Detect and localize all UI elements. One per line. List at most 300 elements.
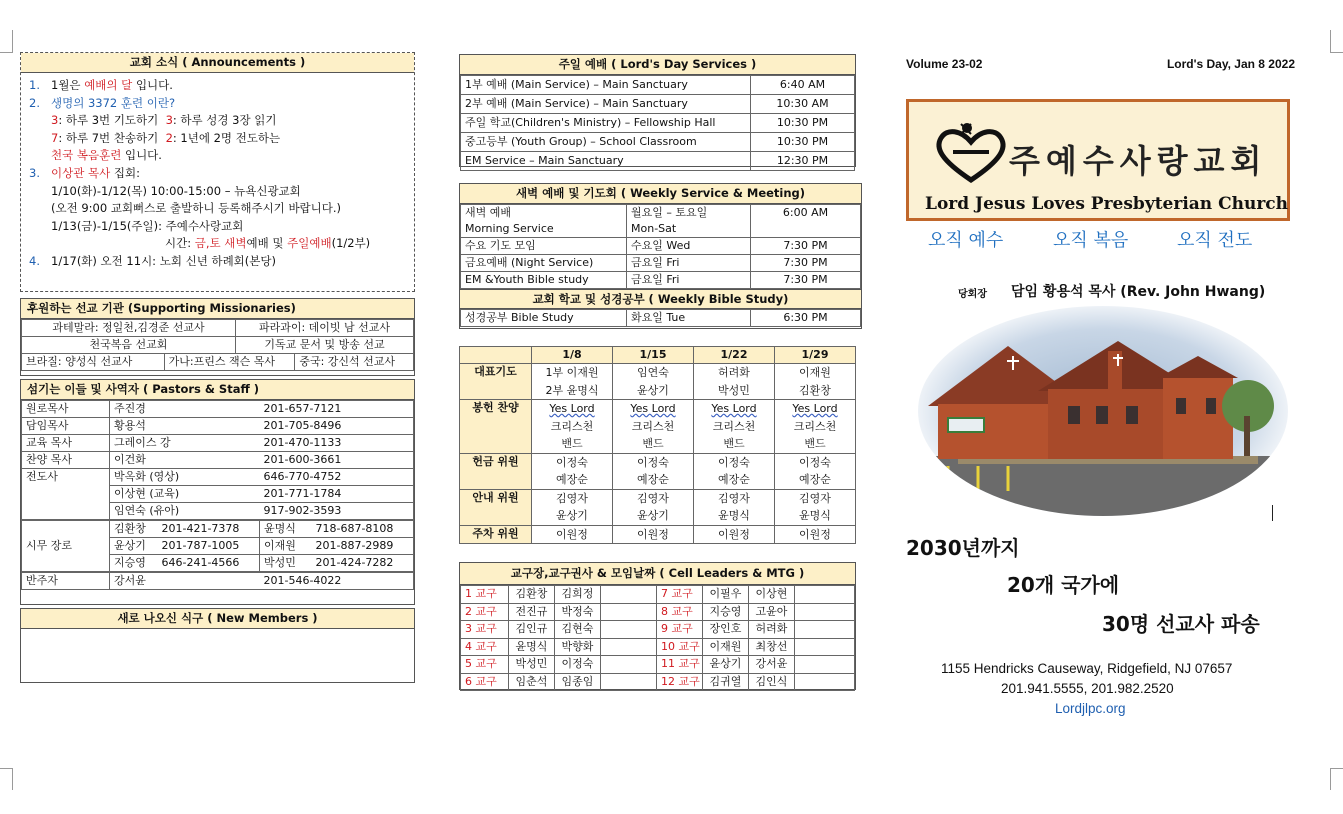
weekly-cell: 수요일 Wed bbox=[627, 238, 751, 255]
weekly-table bbox=[460, 204, 861, 289]
cell-leader-cell: 9 교구 bbox=[657, 621, 703, 639]
pastors-title: 섬기는 이들 및 사역자 ( Pastors & Staff ) bbox=[21, 380, 414, 400]
duty-name: 이원정 bbox=[799, 527, 831, 541]
duty-label: 안내 위원 bbox=[460, 489, 532, 525]
announcement-line bbox=[29, 200, 406, 218]
name-cell: 이건화 bbox=[110, 452, 260, 469]
pastor-name: 담임 황용석 목사 (Rev. John Hwang) bbox=[1011, 284, 1266, 300]
announcements-box bbox=[20, 52, 415, 292]
missionary-cell: 파라과이: 데이빗 남 선교사 bbox=[236, 320, 414, 337]
announcement-text: 주일예배 bbox=[287, 236, 332, 251]
announcement-text: 예배 및 bbox=[246, 236, 288, 251]
duty-name: 예장순 bbox=[799, 473, 831, 486]
missionaries-box bbox=[20, 298, 415, 376]
duty-name: 밴드 bbox=[561, 437, 583, 450]
motto-3: 오직 전도 bbox=[1177, 230, 1253, 251]
table-row bbox=[460, 489, 856, 525]
announcement-line bbox=[29, 95, 406, 113]
duty-name: Yes Lord bbox=[792, 402, 838, 415]
duty-name: 김환창 bbox=[799, 383, 831, 397]
duty-date: 1/8 bbox=[532, 347, 613, 364]
missionary-cell: 브라질: 양성식 선교사 bbox=[22, 354, 165, 371]
time-cell: 10:30 AM bbox=[751, 95, 855, 114]
time-cell: 10:30 PM bbox=[751, 114, 855, 133]
announcement-line bbox=[29, 165, 406, 183]
cell-leader-cell: 박성민 bbox=[509, 656, 555, 674]
duty-name: 이원정 bbox=[556, 527, 588, 541]
duty-cell bbox=[613, 364, 694, 400]
cell-leader-cell bbox=[601, 673, 657, 691]
weekly-cell: 금요예배 (Night Service) bbox=[461, 255, 627, 272]
table-row bbox=[461, 238, 861, 255]
duty-label: 봉헌 찬양 bbox=[460, 400, 532, 454]
weekly-cell: 새벽 예배 bbox=[461, 205, 627, 222]
announcement-text: 집회: bbox=[110, 165, 140, 180]
cell-leader-cell bbox=[795, 603, 855, 621]
duty-name: 윤상기 bbox=[637, 383, 669, 397]
elder-cell: 201-421-7378 bbox=[158, 521, 260, 538]
elder-cell: 201-424-7282 bbox=[312, 555, 414, 572]
elder-cell: 김환창 bbox=[110, 521, 158, 538]
duty-name: 이정숙 bbox=[556, 455, 588, 469]
duty-box bbox=[459, 346, 856, 549]
duty-name: 밴드 bbox=[642, 437, 664, 450]
duty-date: 1/22 bbox=[694, 347, 775, 364]
announcement-text: 1/10(화)-1/12(목) 10:00-15:00 – 뉴욕신광교회 bbox=[51, 183, 301, 198]
table-row bbox=[460, 525, 856, 544]
cell-leader-cell bbox=[601, 656, 657, 674]
cell-leader-cell: 이필우 bbox=[703, 586, 749, 604]
weekly-cell: Mon-Sat bbox=[627, 221, 751, 238]
missionary-cell: 천국복음 선교회 bbox=[22, 337, 236, 354]
cell-leader-cell: 윤상기 bbox=[703, 656, 749, 674]
table-row bbox=[22, 418, 414, 435]
cell-leader-cell bbox=[601, 621, 657, 639]
announcement-line bbox=[29, 77, 406, 95]
announcement-text: : 하루 7번 찬송하기 bbox=[58, 130, 166, 145]
cell-leader-cell bbox=[795, 656, 855, 674]
lords-day-table bbox=[460, 75, 855, 171]
cell-leader-cell: 최창선 bbox=[749, 638, 795, 656]
duty-name: 윤상기 bbox=[637, 509, 669, 522]
cell-leader-cell: 임종임 bbox=[555, 673, 601, 691]
cell-leader-cell: 1 교구 bbox=[461, 586, 509, 604]
announcement-line bbox=[29, 130, 406, 148]
church-address: 1155 Hendricks Causeway, Ridgefield, NJ 07657 bbox=[941, 661, 1233, 676]
duty-name: 이정숙 bbox=[718, 455, 750, 469]
table-row bbox=[22, 401, 414, 418]
duty-cell bbox=[532, 489, 613, 525]
missionary-cell: 과테말라: 정일천,김경준 선교사 bbox=[22, 320, 236, 337]
phone-cell: 201-470-1133 bbox=[260, 435, 414, 452]
name-cell: 임연숙 (유아) bbox=[110, 503, 260, 520]
name-cell: 이상현 (교육) bbox=[110, 486, 260, 503]
table-row bbox=[461, 656, 855, 674]
logo-korean-name: 주예수사랑교회 bbox=[1009, 142, 1268, 180]
table-row bbox=[22, 469, 414, 486]
phone-cell: 201-657-7121 bbox=[260, 401, 414, 418]
cell-leader-cell: 박향화 bbox=[555, 638, 601, 656]
pastors-table bbox=[21, 400, 414, 520]
elder-cell: 201-887-2989 bbox=[312, 538, 414, 555]
bible-study-table bbox=[460, 309, 861, 327]
missionary-cell: 기독교 문서 및 방송 선교 bbox=[236, 337, 414, 354]
duty-cell bbox=[694, 364, 775, 400]
cell-leader-cell: 임춘석 bbox=[509, 673, 555, 691]
elder-cell: 646-241-4566 bbox=[158, 555, 260, 572]
bible-study-title: 교회 학교 및 성경공부 ( Weekly Bible Study) bbox=[460, 289, 861, 309]
service-cell: 주일 학교(Children's Ministry) – Fellowship Hall bbox=[461, 114, 751, 133]
missionary-cell: 가나:프린스 잭슨 목사 bbox=[164, 354, 295, 371]
duty-label: 주차 위원 bbox=[460, 525, 532, 544]
duty-name: 이원정 bbox=[718, 527, 750, 541]
table-row bbox=[22, 435, 414, 452]
duty-name: 크리스천 bbox=[550, 419, 594, 433]
cell-leader-cell: 김귀열 bbox=[703, 673, 749, 691]
cell-leader-cell: 김인식 bbox=[749, 673, 795, 691]
duty-name: 예장순 bbox=[556, 473, 588, 486]
table-row bbox=[461, 76, 855, 95]
announcement-line bbox=[29, 112, 406, 130]
phone-cell: 201-705-8496 bbox=[260, 418, 414, 435]
announcement-text: 천국 복음훈련 bbox=[51, 148, 122, 163]
duty-cell bbox=[613, 400, 694, 454]
duty-cell bbox=[775, 489, 856, 525]
announcements-list bbox=[21, 73, 414, 275]
announcement-number: 1. bbox=[29, 78, 40, 92]
name-cell: 주진경 bbox=[110, 401, 260, 418]
cell-leader-cell: 허려화 bbox=[749, 621, 795, 639]
cell-leader-cell: 김환창 bbox=[509, 586, 555, 604]
announcement-line bbox=[29, 218, 406, 236]
role-cell bbox=[22, 503, 110, 520]
cell-leader-cell bbox=[795, 621, 855, 639]
announcement-text: 7 bbox=[51, 130, 59, 145]
volume-label: Volume 23-02 bbox=[906, 57, 983, 71]
crop-mark bbox=[0, 52, 13, 53]
phone-cell: 201-771-1784 bbox=[260, 486, 414, 503]
cell-leader-cell: 12 교구 bbox=[657, 673, 703, 691]
cell-leader-cell: 박정숙 bbox=[555, 603, 601, 621]
role-cell: 교육 목사 bbox=[22, 435, 110, 452]
announcement-text: 1/13(금)-1/15(주일): 주예수사랑교회 bbox=[51, 218, 244, 233]
duty-label: 헌금 위원 bbox=[460, 453, 532, 489]
crop-mark bbox=[12, 30, 13, 52]
announcement-line bbox=[29, 183, 406, 201]
phone-cell: 201-546-4022 bbox=[260, 573, 414, 590]
weekly-cell: Morning Service bbox=[461, 221, 627, 238]
duty-cell bbox=[694, 453, 775, 489]
duty-name: 김영자 bbox=[799, 491, 831, 505]
cell-leader-cell: 4 교구 bbox=[461, 638, 509, 656]
missionaries-title: 후원하는 선교 기관 (Supporting Missionaries) bbox=[21, 299, 414, 319]
cell-leader-cell: 김인규 bbox=[509, 621, 555, 639]
announcement-text: : 하루 3번 기도하기 bbox=[58, 113, 166, 128]
announcement-text: : 1년에 2명 전도하는 bbox=[172, 130, 281, 145]
crop-mark bbox=[1330, 768, 1331, 790]
cell-leader-cell bbox=[795, 638, 855, 656]
duty-cell bbox=[532, 400, 613, 454]
weekly-cell bbox=[751, 221, 861, 238]
announcement-text: 이상관 목사 bbox=[51, 165, 111, 180]
duty-name: 이정숙 bbox=[637, 455, 669, 469]
table-row bbox=[22, 521, 414, 538]
table-row bbox=[461, 95, 855, 114]
duty-cell bbox=[532, 525, 613, 544]
announcement-text: 금,토 새벽 bbox=[194, 236, 247, 251]
crop-mark bbox=[0, 768, 13, 769]
table-row bbox=[460, 453, 856, 489]
announcement-line bbox=[29, 235, 406, 253]
table-row bbox=[461, 621, 855, 639]
table-row bbox=[461, 221, 861, 238]
duty-date: 1/29 bbox=[775, 347, 856, 364]
cell-leader-cell: 11 교구 bbox=[657, 656, 703, 674]
elders-table bbox=[21, 520, 414, 572]
announcement-text: 입니다. bbox=[121, 148, 162, 163]
table-row bbox=[22, 486, 414, 503]
cell-leader-cell: 이정숙 bbox=[555, 656, 601, 674]
cell-leader-cell: 이상현 bbox=[749, 586, 795, 604]
lords-day-box bbox=[459, 54, 856, 167]
weekly-cell: 월요일 – 토요일 bbox=[627, 205, 751, 222]
duty-cell bbox=[613, 453, 694, 489]
pastors-box bbox=[20, 379, 415, 605]
duty-name: 1부 이재원 bbox=[545, 366, 599, 379]
cell-leader-cell: 3 교구 bbox=[461, 621, 509, 639]
cell-table bbox=[460, 585, 855, 691]
duty-cell bbox=[775, 453, 856, 489]
duty-name: 밴드 bbox=[804, 437, 826, 450]
table-row bbox=[461, 603, 855, 621]
logo-english-name: Lord Jesus Loves Presbyterian Church bbox=[925, 194, 1288, 214]
table-row bbox=[22, 573, 414, 590]
weekly-title: 새벽 예배 및 기도회 ( Weekly Service & Meeting) bbox=[460, 184, 861, 204]
role-cell: 원로목사 bbox=[22, 401, 110, 418]
crop-mark bbox=[1330, 768, 1343, 769]
table-row bbox=[461, 152, 855, 171]
duty-name: 밴드 bbox=[723, 437, 745, 450]
duty-label: 대표기도 bbox=[460, 364, 532, 400]
duty-date: 1/15 bbox=[613, 347, 694, 364]
duty-name: 윤명식 bbox=[718, 509, 750, 522]
duty-name: 김영자 bbox=[637, 491, 669, 505]
duty-name: 크리스천 bbox=[793, 419, 837, 433]
elder-cell: 718-687-8108 bbox=[312, 521, 414, 538]
elder-cell: 윤상기 bbox=[110, 538, 158, 555]
service-cell: EM Service – Main Sanctuary bbox=[461, 152, 751, 171]
church-photo bbox=[918, 306, 1288, 516]
cell-leader-cell: 강서윤 bbox=[749, 656, 795, 674]
table-row bbox=[22, 503, 414, 520]
duty-name: 이원정 bbox=[637, 527, 669, 541]
service-cell: 2부 예배 (Main Service) – Main Sanctuary bbox=[461, 95, 751, 114]
announcements-title: 교회 소식 ( Announcements ) bbox=[21, 53, 414, 73]
table-row bbox=[461, 205, 861, 222]
announcement-number: 4. bbox=[29, 253, 40, 268]
cell-leader-cell bbox=[795, 673, 855, 691]
duty-name: Yes Lord bbox=[711, 402, 757, 415]
bible-cell: 화요일 Tue bbox=[627, 310, 751, 327]
duty-name: 김영자 bbox=[718, 491, 750, 505]
announcement-number: 2. bbox=[29, 95, 40, 110]
time-cell: 10:30 PM bbox=[751, 133, 855, 152]
duty-cell bbox=[532, 453, 613, 489]
table-row bbox=[460, 364, 856, 400]
duty-name: 이정숙 bbox=[799, 455, 831, 469]
announcement-text: 1월은 bbox=[51, 78, 85, 92]
duty-name: Yes Lord bbox=[630, 402, 676, 415]
duty-cell bbox=[532, 364, 613, 400]
duty-cell bbox=[775, 364, 856, 400]
cell-leader-cell: 전진규 bbox=[509, 603, 555, 621]
cell-leader-cell bbox=[601, 603, 657, 621]
table-row bbox=[461, 673, 855, 691]
weekly-cell: EM &Youth Bible study bbox=[461, 272, 627, 289]
phone-cell: 646-770-4752 bbox=[260, 469, 414, 486]
duty-name: 김영자 bbox=[556, 491, 588, 505]
cell-leader-cell: 10 교구 bbox=[657, 638, 703, 656]
cell-leader-cell: 5 교구 bbox=[461, 656, 509, 674]
cell-leader-cell: 고윤아 bbox=[749, 603, 795, 621]
announcement-text: 3 bbox=[165, 113, 173, 128]
cell-box bbox=[459, 562, 856, 690]
announcement-text: 예배의 달 bbox=[84, 78, 133, 92]
crop-mark bbox=[12, 768, 13, 790]
vision-line-1: 2030년까지 bbox=[906, 536, 1020, 560]
duty-cell bbox=[694, 489, 775, 525]
phone-cell: 201-600-3661 bbox=[260, 452, 414, 469]
accompanist-table bbox=[21, 572, 414, 590]
role-cell bbox=[22, 486, 110, 503]
duty-name: 이재원 bbox=[799, 366, 831, 379]
bible-cell: 성경공부 Bible Study bbox=[461, 310, 627, 327]
announcement-text: (오전 9:00 교회뻐스로 출발하니 등록해주시기 바랍니다.) bbox=[51, 201, 342, 216]
elder-cell: 이재원 bbox=[260, 538, 312, 555]
cell-leader-cell: 장인호 bbox=[703, 621, 749, 639]
duty-name: 예장순 bbox=[637, 473, 669, 486]
announcement-text: 3 bbox=[51, 113, 59, 128]
weekly-cell: 수요 기도 모임 bbox=[461, 238, 627, 255]
cursor-mark bbox=[1272, 505, 1273, 521]
cell-leader-cell: 김희정 bbox=[555, 586, 601, 604]
cell-leader-cell: 6 교구 bbox=[461, 673, 509, 691]
table-row bbox=[461, 272, 861, 289]
name-cell: 그레이스 강 bbox=[110, 435, 260, 452]
role-cell: 찬양 목사 bbox=[22, 452, 110, 469]
elder-cell: 201-787-1005 bbox=[158, 538, 260, 555]
weekly-cell: 금요일 Fri bbox=[627, 255, 751, 272]
service-cell: 1부 예배 (Main Service) – Main Sanctuary bbox=[461, 76, 751, 95]
bible-cell: 6:30 PM bbox=[751, 310, 861, 327]
duty-cell bbox=[775, 525, 856, 544]
duty-name: 크리스천 bbox=[712, 419, 756, 433]
weekly-cell: 7:30 PM bbox=[751, 255, 861, 272]
pastor-title-small: 당회장 bbox=[958, 289, 987, 300]
website-link[interactable]: Lordjlpc.org bbox=[1055, 701, 1126, 716]
elders-label: 시무 장로 bbox=[22, 521, 110, 572]
announcement-text: 생명의 3372 훈련 이란? bbox=[51, 95, 176, 110]
table-row bbox=[461, 133, 855, 152]
table-row bbox=[461, 114, 855, 133]
service-cell: 중고등부 (Youth Group) – School Classroom bbox=[461, 133, 751, 152]
crop-mark bbox=[1330, 52, 1343, 53]
church-building-image bbox=[918, 306, 1288, 516]
announcement-text: 시간: bbox=[165, 236, 195, 251]
elder-cell: 윤명식 bbox=[260, 521, 312, 538]
cell-leader-cell bbox=[795, 586, 855, 604]
weekly-box bbox=[459, 183, 862, 329]
announcement-text: 입니다. bbox=[132, 78, 173, 92]
crop-mark bbox=[1330, 30, 1331, 52]
table-row bbox=[460, 400, 856, 454]
missionary-cell: 중국: 강신석 선교사 bbox=[295, 354, 414, 371]
weekly-cell: 7:30 PM bbox=[751, 238, 861, 255]
table-row bbox=[461, 638, 855, 656]
duty-name: 2부 윤명식 bbox=[545, 383, 599, 397]
announcement-number: 3. bbox=[29, 165, 40, 180]
time-cell: 12:30 PM bbox=[751, 152, 855, 171]
duty-cell bbox=[613, 489, 694, 525]
cell-leader-cell: 김현숙 bbox=[555, 621, 601, 639]
announcement-text: : 하루 성경 3장 읽기 bbox=[172, 113, 277, 128]
church-phones: 201.941.5555, 201.982.2520 bbox=[1001, 681, 1174, 696]
duty-cell bbox=[613, 525, 694, 544]
table-row bbox=[461, 255, 861, 272]
cell-leader-cell: 8 교구 bbox=[657, 603, 703, 621]
weekly-cell: 6:00 AM bbox=[751, 205, 861, 222]
announcement-text: 2 bbox=[165, 130, 173, 145]
announcement-text: 1/17(화) 오전 11시: 노회 신년 하례회(본당) bbox=[51, 253, 276, 268]
vision-line-2: 20개 국가에 bbox=[1007, 573, 1120, 597]
new-members-title: 새로 나오신 식구 ( New Members ) bbox=[21, 609, 414, 629]
weekly-cell: 7:30 PM bbox=[751, 272, 861, 289]
duty-name: 윤명식 bbox=[799, 509, 831, 522]
vision-line-3: 30명 선교사 파송 bbox=[1102, 612, 1260, 636]
motto-1: 오직 예수 bbox=[928, 230, 1004, 251]
cell-leader-cell: 2 교구 bbox=[461, 603, 509, 621]
role-cell: 담임목사 bbox=[22, 418, 110, 435]
role-cell: 반주자 bbox=[22, 573, 110, 590]
time-cell: 6:40 AM bbox=[751, 76, 855, 95]
duty-name: 허려화 bbox=[718, 366, 750, 379]
name-cell: 황용석 bbox=[110, 418, 260, 435]
duty-corner bbox=[460, 347, 532, 364]
duty-name: 예장순 bbox=[718, 473, 750, 486]
weekly-cell: 금요일 Fri bbox=[627, 272, 751, 289]
duty-name: Yes Lord bbox=[549, 402, 595, 415]
name-cell: 박옥화 (영상) bbox=[110, 469, 260, 486]
phone-cell: 917-902-3593 bbox=[260, 503, 414, 520]
name-cell: 강서윤 bbox=[110, 573, 260, 590]
announcement-line bbox=[29, 253, 406, 271]
new-members-box bbox=[20, 608, 415, 683]
cell-leader-cell: 이재원 bbox=[703, 638, 749, 656]
lords-day-title: 주일 예배 ( Lord's Day Services ) bbox=[460, 55, 855, 75]
cell-title: 교구장,교구권사 & 모임날짜 ( Cell Leaders & MTG ) bbox=[460, 563, 855, 585]
announcement-text: (1/2부) bbox=[331, 236, 371, 251]
duty-name: 임연숙 bbox=[637, 366, 669, 379]
table-row bbox=[461, 310, 861, 327]
missionaries-table bbox=[21, 319, 414, 371]
duty-cell bbox=[775, 400, 856, 454]
cell-leader-cell bbox=[601, 586, 657, 604]
cell-leader-cell: 7 교구 bbox=[657, 586, 703, 604]
elder-cell: 박성민 bbox=[260, 555, 312, 572]
duty-cell bbox=[694, 525, 775, 544]
table-row bbox=[461, 586, 855, 604]
motto-2: 오직 복음 bbox=[1053, 230, 1129, 251]
